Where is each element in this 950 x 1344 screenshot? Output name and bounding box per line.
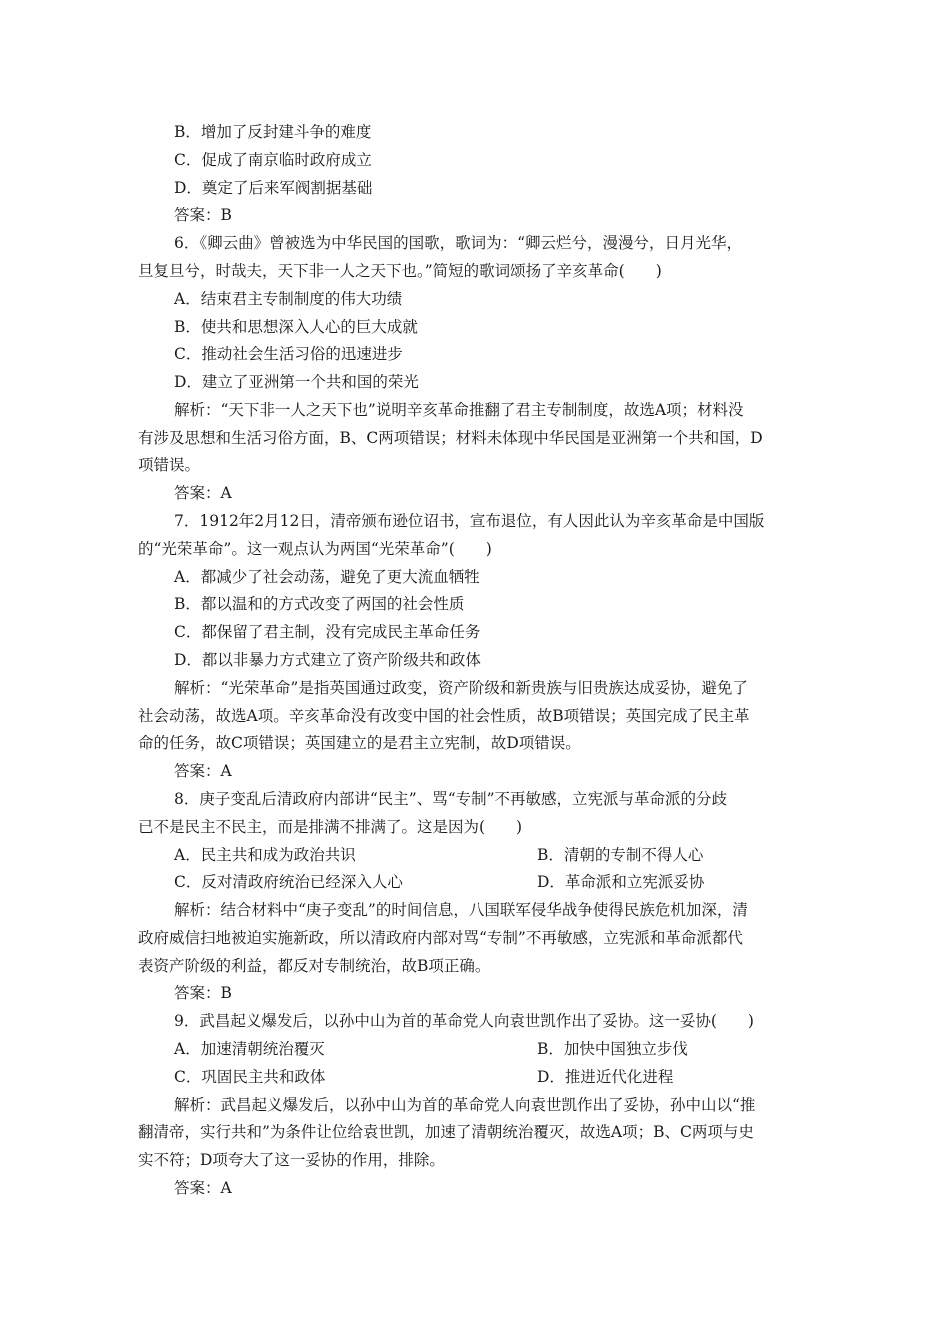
q8-analysis-line1: 解析：结合材料中“庚子变乱”的时间信息，八国联军侵华战争使得民族危机加深，清	[174, 901, 748, 919]
q6-option-d: D．建立了亚洲第一个共和国的荣光	[174, 373, 419, 391]
q7-option-d: D．都以非暴力方式建立了资产阶级共和政体	[174, 651, 481, 669]
q9-option-a: A．加速清朝统治覆灭	[174, 1040, 325, 1058]
q8-answer: 答案：B	[174, 984, 232, 1002]
q7-option-c: C．都保留了君主制，没有完成民主革命任务	[174, 623, 481, 641]
q7-answer: 答案：A	[174, 762, 232, 780]
q7-analysis-line1: 解析：“光荣革命”是指英国通过政变，资产阶级和新贵族与旧贵族达成妥协，避免了	[174, 679, 748, 697]
q8-analysis-line2: 政府威信扫地被迫实施新政，所以清政府内部对骂“专制”不再敏感，立宪派和革命派都代	[138, 929, 743, 947]
q7-option-b: B．都以温和的方式改变了两国的社会性质	[174, 595, 465, 613]
q9-answer: 答案：A	[174, 1179, 232, 1197]
q6-stem-line2: 旦复旦兮，时哉夫，天下非一人之天下也。”简短的歌词颂扬了辛亥革命( )	[138, 262, 662, 280]
q6-analysis-line1: 解析：“天下非一人之天下也”说明辛亥革命推翻了君主专制制度，故选A项；材料没	[174, 401, 744, 419]
q8-stem-line1: 8．庚子变乱后清政府内部讲“民主”、骂“专制”不再敏感，立宪派与革命派的分歧	[174, 790, 728, 808]
q8-option-c: C．反对清政府统治已经深入人心	[174, 873, 403, 891]
q8-analysis-line3: 表资产阶级的利益，都反对专制统治，故B项正确。	[138, 957, 491, 975]
q9-stem: 9．武昌起义爆发后，以孙中山为首的革命党人向袁世凯作出了妥协。这一妥协( )	[174, 1012, 754, 1030]
q9-analysis-line3: 实不符；D项夸大了这一妥协的作用，排除。	[138, 1151, 445, 1169]
q6-option-b: B．使共和思想深入人心的巨大成就	[174, 318, 418, 336]
q6-analysis-line3: 项错误。	[138, 456, 201, 474]
q8-option-a: A．民主共和成为政治共识	[174, 846, 356, 864]
q8-stem-line2: 已不是民主不民主，而是排满不排满了。这是因为( )	[138, 818, 523, 836]
q6-option-c: C．推动社会生活习俗的迅速进步	[174, 345, 403, 363]
q7-stem-line1: 7．1912年2月12日，清帝颁布逊位诏书，宣布退位，有人因此认为辛亥革命是中国版	[174, 512, 765, 530]
q8-option-b: B．清朝的专制不得人心	[537, 846, 704, 864]
q8-option-d: D．革命派和立宪派妥协	[537, 873, 705, 891]
q9-analysis-line2: 翻清帝，实行共和”为条件让位给袁世凯，加速了清朝统治覆灭，故选A项；B、C两项与史	[138, 1123, 754, 1141]
q9-option-c: C．巩固民主共和政体	[174, 1068, 326, 1086]
q7-analysis-line2: 社会动荡，故选A项。辛亥革命没有改变中国的社会性质，故B项错误；英国完成了民主革	[138, 707, 750, 725]
q6-option-a: A．结束君主专制制度的伟大功绩	[174, 290, 403, 308]
q6-answer: 答案：A	[174, 484, 232, 502]
q9-option-b: B．加快中国独立步伐	[537, 1040, 688, 1058]
q7-analysis-line3: 命的任务，故C项错误；英国建立的是君主立宪制，故D项错误。	[138, 734, 581, 752]
q5-option-c: C．促成了南京临时政府成立	[174, 151, 372, 169]
q6-analysis-line2: 有涉及思想和生活习俗方面，B、C两项错误；材料未体现中华民国是亚洲第一个共和国，D	[138, 429, 763, 447]
q5-option-d: D．奠定了后来军阀割据基础	[174, 179, 373, 197]
q5-answer: 答案：B	[174, 206, 232, 224]
q9-option-d: D．推进近代化进程	[537, 1068, 674, 1086]
q6-stem-line1: 6．《卿云曲》曾被选为中华民国的国歌，歌词为：“卿云烂兮，漫漫兮，日月光华，	[174, 234, 743, 252]
q7-option-a: A．都减少了社会动荡，避免了更大流血牺牲	[174, 568, 480, 586]
q7-stem-line2: 的“光荣革命”。这一观点认为两国“光荣革命”( )	[138, 540, 492, 558]
q9-analysis-line1: 解析：武昌起义爆发后，以孙中山为首的革命党人向袁世凯作出了妥协，孙中山以“推	[174, 1096, 756, 1114]
q5-option-b: B．增加了反封建斗争的难度	[174, 123, 372, 141]
